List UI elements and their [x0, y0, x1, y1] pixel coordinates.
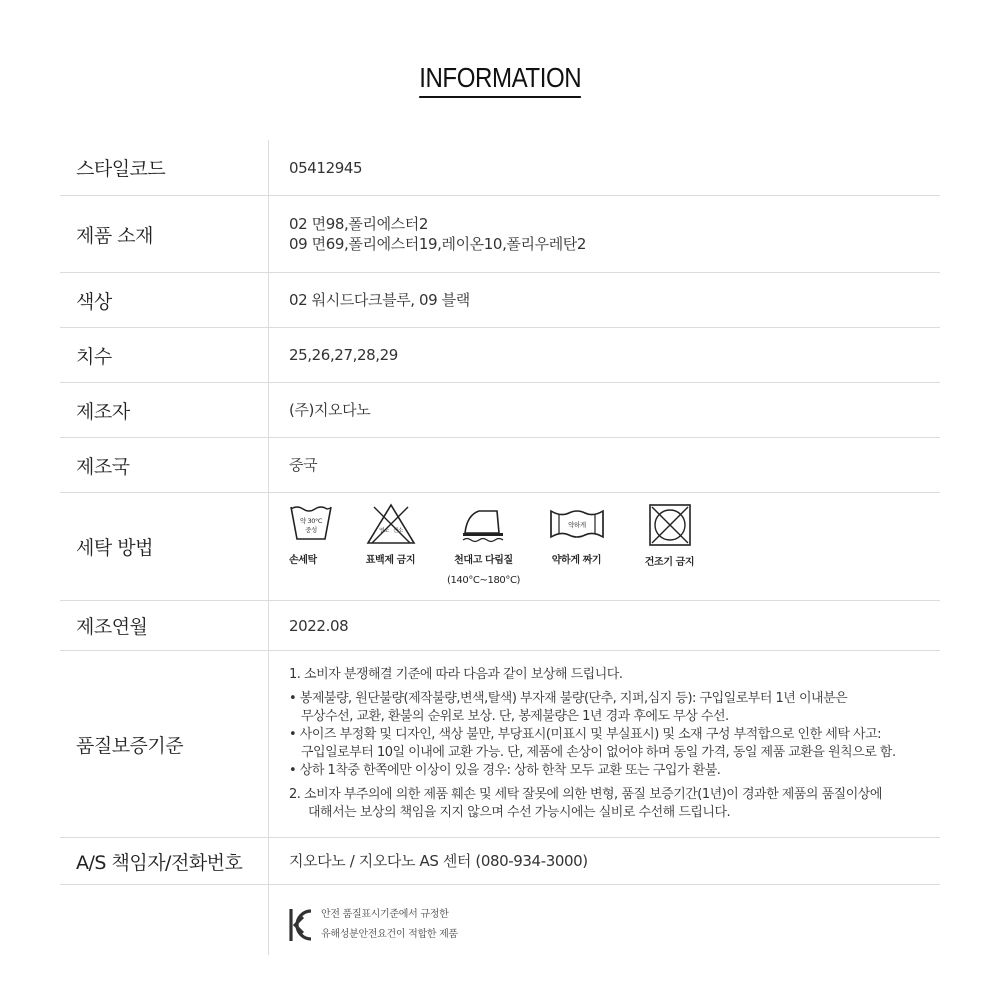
column-divider — [268, 493, 269, 600]
row-label: 제조자 — [76, 400, 130, 423]
row-label: 세탁 방법 — [76, 537, 153, 559]
column-divider — [268, 383, 269, 437]
row-value — [289, 438, 940, 492]
row-value — [289, 196, 940, 272]
size-value: 25,26,27,28,29 — [289, 346, 398, 364]
iron-icon — [461, 503, 507, 545]
hand-wash-label: 손세탁 — [289, 554, 317, 566]
color-value: 02 워시드다크블루, 09 블랙 — [289, 291, 470, 309]
bleach-chlorine-text: 염소 — [378, 527, 389, 534]
quality-bullet: • 봉제불량, 원단불량(제작불량,변색,탈색) 부자재 불량(단추, 지퍼,심지 등): 구입일로부터 1년 이내분은 — [289, 691, 848, 706]
no-bleach-icon — [366, 503, 416, 545]
iron-label: 천대고 다림질 — [454, 554, 513, 566]
iron-temp-range: (140°C~180°C) — [446, 574, 521, 586]
material-line: 09 면69,폴리에스터19,레이온10,폴리우레탄2 — [289, 235, 587, 253]
row-value — [289, 328, 940, 382]
column-divider — [268, 651, 269, 837]
column-divider — [268, 273, 269, 327]
no-tumble-dry-icon — [648, 503, 692, 547]
kc-certification — [289, 905, 940, 945]
column-divider — [268, 140, 269, 195]
kc-text-line: 유해성분안전요건이 적합한 제품 — [321, 929, 458, 940]
row-value — [289, 651, 940, 837]
row-value — [289, 273, 940, 327]
row-label: 색상 — [76, 290, 112, 313]
wash-item — [437, 503, 530, 591]
hand-wash-detergent: 중성 — [305, 525, 317, 534]
page-title: INFORMATION — [419, 62, 581, 98]
material-line: 02 면98,폴리에스터2 — [289, 215, 428, 233]
gentle-wring-icon — [547, 503, 607, 545]
row-size — [60, 328, 940, 383]
country-value: 중국 — [289, 456, 318, 474]
row-label: 치수 — [76, 345, 112, 368]
title-wrap — [0, 62, 1000, 98]
quality-bullet: • 사이즈 부정확 및 디자인, 색상 불만, 부당표시(미표시 및 부실표시) 및 소재 구성 부적합으로 인한 세탁 사고: — [289, 727, 882, 742]
row-country — [60, 438, 940, 493]
wash-item — [530, 503, 623, 571]
column-divider — [268, 838, 269, 884]
wash-item — [623, 503, 716, 573]
style-code-value: 05412945 — [289, 158, 363, 177]
row-value — [289, 885, 940, 955]
gentle-wring-label: 약하게 짜기 — [551, 554, 602, 566]
hand-wash-icon — [289, 503, 333, 545]
row-material — [60, 196, 940, 273]
row-label: 제조국 — [76, 455, 130, 478]
column-divider — [268, 328, 269, 382]
row-label: 스타일코드 — [76, 158, 166, 180]
row-style-code — [60, 140, 940, 196]
no-tumble-dry-label: 건조기 금지 — [644, 556, 695, 568]
column-divider — [268, 196, 269, 272]
row-value — [289, 140, 940, 195]
quality-bullet: • 상하 1착중 한쪽에만 이상이 있을 경우: 상하 한착 모두 교환 또는 구입가 환불. — [289, 763, 721, 778]
as-contact-value: 지오다노 / 지오다노 AS 센터 (080-934-3000) — [289, 852, 588, 870]
row-manufacture-date — [60, 601, 940, 651]
row-label: 품질보증기준 — [76, 734, 184, 757]
gentle-wring-text: 약하게 — [567, 520, 586, 529]
manufacture-date-value: 2022.08 — [289, 616, 349, 635]
row-value — [289, 601, 940, 650]
row-kc-mark — [60, 885, 940, 955]
row-label: A/S 책임자/전화번호 — [76, 851, 243, 874]
row-value — [289, 383, 940, 437]
column-divider — [268, 601, 269, 650]
maker-value: (주)지오다노 — [289, 401, 371, 419]
row-value — [289, 838, 940, 884]
row-as-contact — [60, 838, 940, 885]
quality-item: 1. 소비자 분쟁해결 기준에 따라 다음과 같이 보상해 드립니다. — [289, 667, 623, 682]
column-divider — [268, 885, 269, 955]
row-label: 제조연월 — [76, 616, 148, 638]
row-value — [289, 493, 940, 600]
wash-icons — [289, 503, 940, 591]
kc-text-line: 안전 품질표시기준에서 규정한 — [321, 909, 449, 920]
info-table — [60, 140, 940, 955]
quality-bullet-cont: 무상수선, 교환, 환불의 순위로 보상. 단, 봉제불량은 1년 경과 후에도 무상 수선. — [301, 709, 729, 724]
quality-bullet-cont: 구입일로부터 10일 이내에 교환 가능. 단, 제품에 손상이 없어야 하며 동일 가격, 동일 제품 교환을 원칙으로 함. — [301, 745, 896, 760]
wash-item — [289, 503, 344, 571]
row-color — [60, 273, 940, 328]
bleach-oxygen-text: 산소 — [392, 527, 403, 534]
column-divider — [268, 438, 269, 492]
kc-mark-icon — [289, 907, 315, 943]
quality-item: 2. 소비자 부주의에 의한 제품 훼손 및 세탁 잘못에 의한 변형, 품질 보증기간(1년)이 경과한 제품의 품질이상에 — [289, 787, 882, 802]
no-bleach-label: 표백제 금지 — [365, 554, 416, 566]
row-label: 제품 소재 — [76, 224, 153, 247]
row-washing — [60, 493, 940, 601]
hand-wash-temp: 약 30°C — [299, 516, 323, 525]
row-quality — [60, 651, 940, 838]
quality-item-cont: 대해서는 보상의 책임을 지지 않으며 수선 가능시에는 실비로 수선해 드립니다. — [308, 805, 731, 820]
row-maker — [60, 383, 940, 438]
wash-item — [344, 503, 437, 571]
